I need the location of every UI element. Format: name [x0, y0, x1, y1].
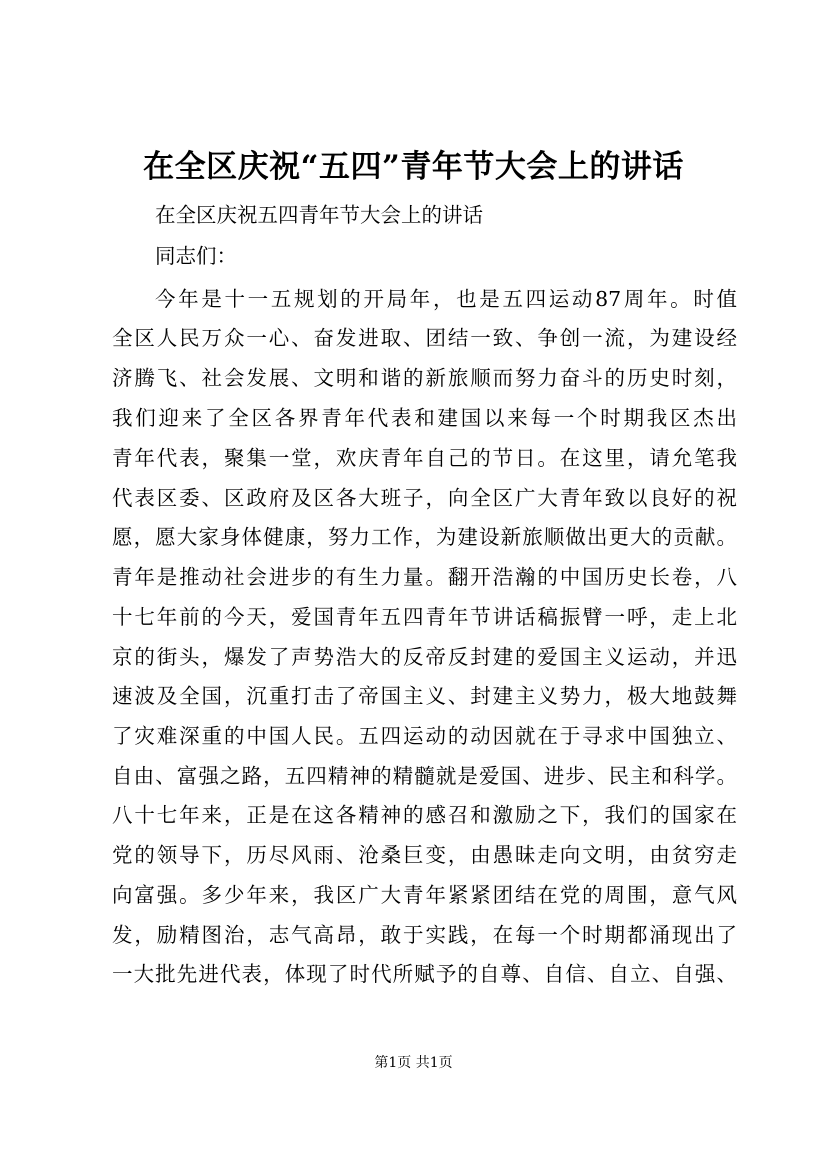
- document-subtitle: 在全区庆祝五四青年节大会上的讲话: [155, 203, 483, 227]
- page-footer: 第1页 共1页: [374, 1055, 453, 1071]
- body-line: 向富强。多少年来，我区广大青年紧紧团结在党的周围，意气风: [112, 883, 737, 907]
- body-line: 我们迎来了全区各界青年代表和建国以来每一个时期我区杰出: [112, 406, 737, 430]
- body-line: 自由、富强之路，五四精神的精髓就是爱国、进步、民主和科学。: [112, 764, 737, 788]
- body-line: 了灾难深重的中国人民。五四运动的动因就在于寻求中国独立、: [112, 724, 737, 748]
- body-line: 速波及全国，沉重打击了帝国主义、封建主义势力，极大地鼓舞: [112, 684, 737, 708]
- body-line: 八十七年来，正是在这各精神的感召和激励之下，我们的国家在: [112, 803, 737, 827]
- body-line: 愿，愿大家身体健康，努力工作，为建设新旅顺做出更大的贡献。: [112, 525, 737, 549]
- body-line: 一大批先进代表，体现了时代所赋予的自尊、自信、自立、自强、: [112, 962, 737, 986]
- body-line: 党的领导下，历尽风雨、沧桑巨变，由愚昧走向文明，由贫穷走: [112, 843, 737, 867]
- body-line: 全区人民万众一心、奋发进取、团结一致、争创一流，为建设经: [112, 326, 737, 350]
- document-title: 在全区庆祝“五四”青年节大会上的讲话: [143, 149, 684, 185]
- body-line: 发，励精图治，志气高昂，敢于实践，在每一个时期都涌现出了: [112, 923, 737, 947]
- body-line: 代表区委、区政府及区各大班子，向全区广大青年致以良好的祝: [112, 486, 737, 510]
- body-line: 京的街头，爆发了声势浩大的反帝反封建的爱国主义运动，并迅: [112, 645, 737, 669]
- body-line: 今年是十一五规划的开局年，也是五四运动87周年。时值: [155, 287, 737, 311]
- salutation: 同志们：: [155, 244, 237, 268]
- body-line: 青年是推动社会进步的有生力量。翻开浩瀚的中国历史长卷，八: [112, 565, 737, 589]
- body-line: 十七年前的今天，爱国青年五四青年节讲话稿振臂一呼，走上北: [112, 605, 737, 629]
- body-line: 青年代表，聚集一堂，欢庆青年自己的节日。在这里，请允笔我: [112, 446, 737, 470]
- body-line: 济腾飞、社会发展、文明和谐的新旅顺而努力奋斗的历史时刻，: [112, 366, 737, 390]
